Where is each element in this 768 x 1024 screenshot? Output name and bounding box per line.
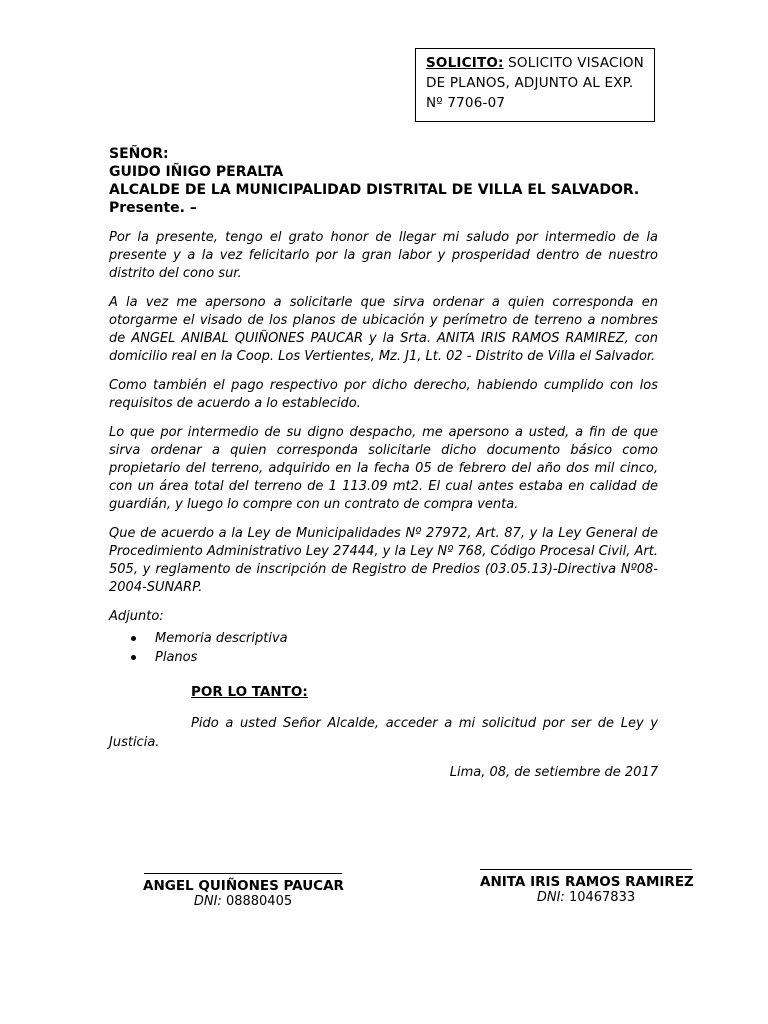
list-item	[109, 629, 658, 648]
signature-line	[480, 869, 692, 870]
bullet-icon	[131, 655, 136, 660]
addressee-presente: Presente. –	[109, 200, 197, 216]
signature-block-anita	[480, 869, 692, 905]
list-item	[109, 648, 658, 667]
paragraph-greeting: Por la presente, tengo el grato honor de llegar mi saludo por intermedio de la presente y a la vez felicitarlo por la gran labor y prosperidad dentro de nuestro distrito del cono sur.	[109, 230, 658, 281]
subject-text-1: SOLICITO VISACION	[508, 55, 644, 71]
attachment-item-planos: Planos	[155, 650, 198, 665]
attachment-item-memoria: Memoria descriptiva	[155, 631, 288, 646]
signatory-name: ANITA IRIS RAMOS RAMIREZ	[480, 874, 694, 890]
signatory-dni	[143, 894, 343, 909]
attachments-list	[109, 629, 658, 667]
signatory-name: ANGEL QUIÑONES PAUCAR	[143, 878, 344, 894]
letter-date: Lima, 08, de setiembre de 2017	[449, 765, 658, 780]
subject-label: SOLICITO:	[426, 55, 504, 71]
attachments-label: Adjunto:	[109, 609, 164, 624]
addressee-salutation: SEÑOR:	[109, 146, 169, 162]
dni-label: DNI:	[536, 890, 565, 905]
paragraph-legal-basis: Que de acuerdo a la Ley de Municipalidades Nº 27972, Art. 87, y la Ley General de Procedimiento Administrativo Ley 27444, y la Ley Nº 768, Código Procesal Civil, Art. 505, y reglamento de inscripción de Registro de Predios (03.05.13)-Directiva Nº08-2004-SUNARP.	[109, 526, 658, 595]
addressee-title: ALCALDE DE LA MUNICIPALIDAD DISTRITAL DE VILLA EL SALVADOR.	[109, 182, 640, 198]
subject-line-1	[426, 53, 646, 73]
signatory-dni	[480, 890, 692, 905]
paragraph-ownership: Lo que por intermedio de su digno despacho, me apersono a usted, a fin de que sirva ordenar a quien corresponda solicitarle dicho documento básico como propietario del terreno, adquirido en la fecha 05 de febrero del año dos mil cinco, con un área total del terreno de 1 113.09 mt2. El cual antes estaba en calidad de guardián, y luego lo compre con un contrato de compra venta.	[109, 425, 658, 512]
dni-number: 08880405	[225, 894, 293, 909]
addressee-name: GUIDO IÑIGO PERALTA	[109, 164, 284, 180]
dni-label: DNI:	[193, 894, 222, 909]
subject-text-3: Nº 7706-07	[426, 95, 506, 111]
subject-text-2: DE PLANOS, ADJUNTO AL EXP.	[426, 75, 634, 91]
paragraph-request: A la vez me apersono a solicitarle que sirva ordenar a quien corresponda en otorgarme el visado de los planos de ubicación y perímetro de terreno a nombres de ANGEL ANIBAL QUIÑONES PAUCAR y la Srta. ANITA IRIS RAMOS RAMIREZ, con domicilio real en la Coop. Los Vertientes, Mz. J1, Lt. 02 - Distrito de Villa el Salvador.	[109, 295, 658, 364]
conclusion-heading: POR LO TANTO:	[191, 684, 308, 700]
dni-number: 10467833	[568, 890, 636, 905]
signature-block-angel	[143, 873, 343, 909]
letter-body	[109, 229, 658, 667]
addressee-block	[109, 145, 669, 217]
paragraph-payment: Como también el pago respectivo por dicho derecho, habiendo cumplido con los requisitos de acuerdo a lo establecido.	[109, 378, 658, 411]
conclusion-text: Pido a usted Señor Alcalde, acceder a mi solicitud por ser de Ley y Justicia.	[109, 716, 658, 750]
signature-line	[144, 873, 342, 874]
subject-box	[415, 48, 655, 122]
bullet-icon	[131, 636, 136, 641]
